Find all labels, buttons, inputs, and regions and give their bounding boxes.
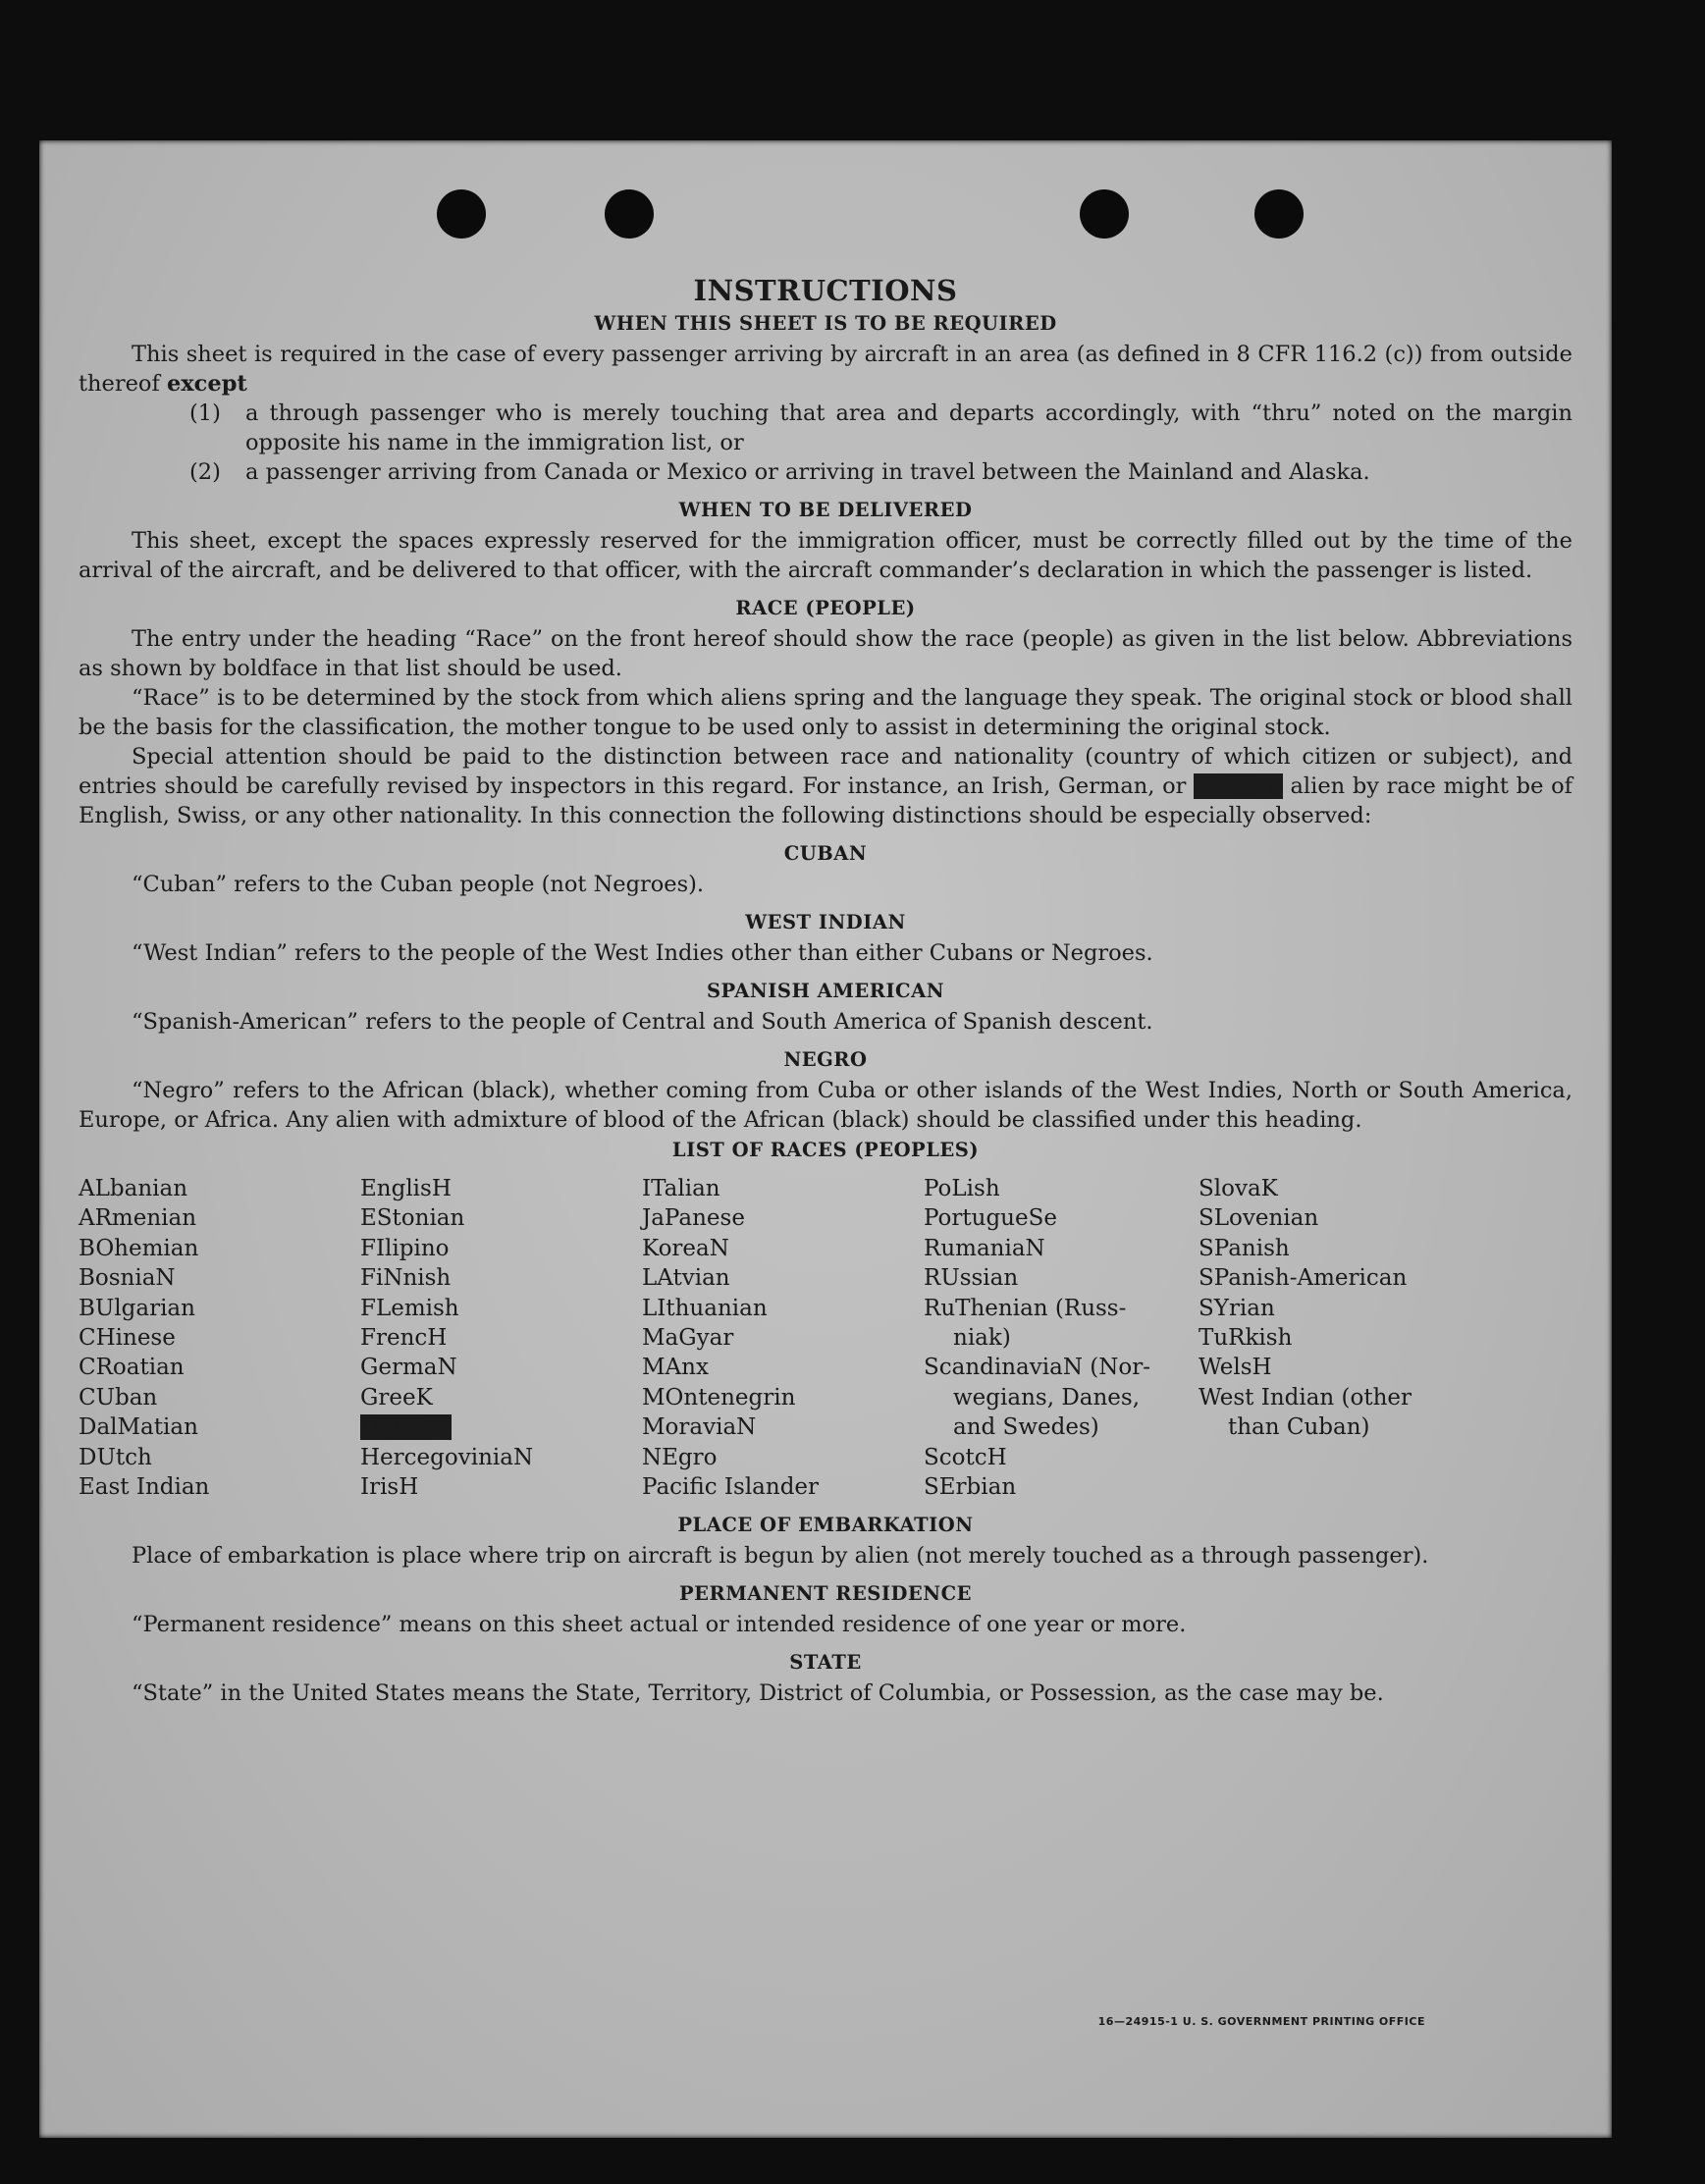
race-item: DalMatian	[79, 1414, 198, 1441]
heading-list-of-races: LIST OF RACES (PEOPLES)	[671, 1139, 980, 1161]
race-item: ARmenian	[79, 1205, 197, 1232]
required-intro: This sheet is required in the case of every passenger arriving by aircraft in an area (as defined in 8 CFR 116.2 (c)) from outside thereof except	[79, 342, 1572, 397]
race-item: RUssian	[924, 1265, 1019, 1292]
struck-word: Hebrew	[1194, 773, 1283, 799]
heading-race: RACE (PEOPLE)	[735, 597, 916, 619]
negro-text: “Negro” refers to the African (black), whether coming from Cuba or other islands of the West Indies, North or South America, Europe, or Africa. Any alien with admixture of blood of the African (black) should be classified under this heading.	[79, 1078, 1572, 1133]
residence-text: “Permanent residence” means on this sheet actual or intended residence of one year or more.	[132, 1612, 1187, 1638]
race-item: EnglisH	[360, 1176, 452, 1201]
heading-required: WHEN THIS SHEET IS TO BE REQUIRED	[594, 312, 1057, 335]
race-item: FiNnish	[360, 1265, 452, 1292]
race-paragraph: Special attention should be paid to the distinction between race and nationality (country of which citizen or subject), and entries should be carefully revised by inspectors in this regard. For instance, an Irish, German, or Hebrew alien by race might be of English, Swiss, or any other nationality. In this connection the following distinctions should be especially observed:	[79, 744, 1572, 828]
heading-west-indian: WEST INDIAN	[745, 911, 906, 933]
punch-hole	[605, 189, 654, 239]
race-item: SErbian	[924, 1474, 1017, 1501]
race-item: ALbanian	[79, 1176, 188, 1201]
race-item: FrencH	[360, 1325, 448, 1352]
heading-cuban: CUBAN	[783, 842, 868, 865]
race-item: MAnx	[642, 1355, 709, 1381]
race-item: KoreaN	[642, 1235, 729, 1261]
race-item: DUtch	[79, 1444, 152, 1470]
race-item: SLovenian	[1199, 1205, 1319, 1232]
race-item: and Swedes)	[953, 1414, 1099, 1441]
race-item: PoLish	[924, 1176, 1000, 1201]
race-item: IrisH	[360, 1474, 419, 1501]
race-item: BUlgarian	[79, 1295, 195, 1321]
race-item: SPanish	[1199, 1235, 1290, 1261]
race-item: LAtvian	[642, 1265, 730, 1292]
heading-embarkation: PLACE OF EMBARKATION	[677, 1514, 974, 1537]
race-item: CHinese	[79, 1325, 176, 1352]
race-column	[79, 1174, 360, 1502]
race-item: ScotcH	[924, 1444, 1007, 1470]
race-item: SYrian	[1199, 1295, 1275, 1321]
race-item: LIthuanian	[642, 1295, 768, 1321]
race-item: MoraviaN	[642, 1414, 757, 1441]
printing-office-note: 16—24915-1 U. S. GOVERNMENT PRINTING OFFICE	[1097, 2015, 1425, 2028]
cuban-text: “Cuban” refers to the Cuban people (not Negroes).	[132, 872, 705, 897]
race-paragraph: The entry under the heading “Race” on the front hereof should show the race (people) as given in the list below. Abbreviations as shown by boldface in that list should be used.	[79, 626, 1572, 681]
race-item	[360, 1412, 642, 1442]
race-item: MOntenegrin	[642, 1384, 796, 1411]
race-item: SPanish-American	[1199, 1265, 1408, 1292]
race-column	[360, 1174, 642, 1502]
race-item: RumaniaN	[924, 1235, 1045, 1261]
race-item: FLemish	[360, 1295, 459, 1321]
race-item: CRoatian	[79, 1355, 185, 1381]
race-column	[1199, 1174, 1434, 1502]
race-item: ITalian	[642, 1176, 720, 1201]
punch-hole	[437, 189, 486, 239]
page-title: INSTRUCTIONS	[693, 274, 958, 307]
race-item: ScandinaviaN (Nor-	[924, 1355, 1150, 1381]
embarkation-text: Place of embarkation is place where trip on aircraft is begun by alien (not merely touched as a through passenger).	[132, 1543, 1429, 1570]
race-item: FIlipino	[360, 1235, 450, 1261]
spanish-american-text: “Spanish-American” refers to the people of Central and South America of Spanish descent.	[132, 1009, 1153, 1035]
race-item: CUban	[79, 1384, 158, 1411]
race-item: BosniaN	[79, 1265, 176, 1292]
race-item: JaPanese	[642, 1205, 745, 1232]
race-item: MaGyar	[642, 1325, 734, 1352]
race-item: than Cuban)	[1228, 1414, 1370, 1441]
west-indian-text: “West Indian” refers to the people of the West Indies other than either Cubans or Negroes.	[132, 940, 1153, 966]
heading-residence: PERMANENT RESIDENCE	[678, 1582, 972, 1606]
race-item: SlovaK	[1199, 1176, 1278, 1201]
state-text: “State” in the United States means the State, Territory, District of Columbia, or Possession, as the case may be.	[132, 1680, 1384, 1707]
race-item: PortugueSe	[924, 1205, 1057, 1232]
race-item: West Indian (other	[1199, 1384, 1412, 1411]
instructions-text	[79, 276, 1572, 1708]
heading-state: STATE	[789, 1651, 862, 1675]
race-item: HercegoviniaN	[360, 1444, 534, 1470]
race-item: TuRkish	[1199, 1325, 1293, 1352]
heading-spanish-american: SPANISH AMERICAN	[706, 980, 945, 1002]
race-item: GermaN	[360, 1355, 457, 1381]
punch-hole	[1254, 189, 1304, 239]
heading-delivered: WHEN TO BE DELIVERED	[678, 499, 973, 521]
punch-hole	[1080, 189, 1129, 239]
race-item: East Indian	[79, 1474, 210, 1501]
race-paragraph: “Race” is to be determined by the stock from which aliens spring and the language they speak. The original stock or blood shall be the basis for the classification, the mother tongue to be used only to assist in determining the original stock.	[79, 685, 1572, 740]
struck-word: Hebrew	[360, 1414, 452, 1441]
race-column	[924, 1174, 1199, 1502]
race-column	[642, 1174, 924, 1502]
race-item: RuThenian (Russ-	[924, 1295, 1127, 1321]
race-item: NEgro	[642, 1444, 718, 1470]
exception-item: (1) a through passenger who is merely touching that area and departs accordingly, with “thru” noted on the margin opposite his name in the immigration list, or	[189, 400, 1572, 455]
race-item: wegians, Danes,	[953, 1384, 1141, 1411]
race-item: Pacific Islander	[642, 1474, 820, 1501]
race-list	[79, 1174, 1572, 1502]
document-sheet	[39, 140, 1612, 2138]
race-item: niak)	[953, 1325, 1011, 1352]
heading-negro: NEGRO	[783, 1048, 868, 1071]
race-item: GreeK	[360, 1384, 433, 1411]
race-item: BOhemian	[79, 1235, 199, 1261]
race-item: WelsH	[1199, 1355, 1272, 1381]
delivered-text: This sheet, except the spaces expressly reserved for the immigration officer, must be correctly filled out by the time of the arrival of the aircraft, and be delivered to that officer, with the aircraft commander’s declaration in which the passenger is listed.	[79, 528, 1572, 583]
race-item: EStonian	[360, 1205, 465, 1232]
exception-item: (2) a passenger arriving from Canada or Mexico or arriving in travel between the Mainland and Alaska.	[189, 459, 1370, 485]
